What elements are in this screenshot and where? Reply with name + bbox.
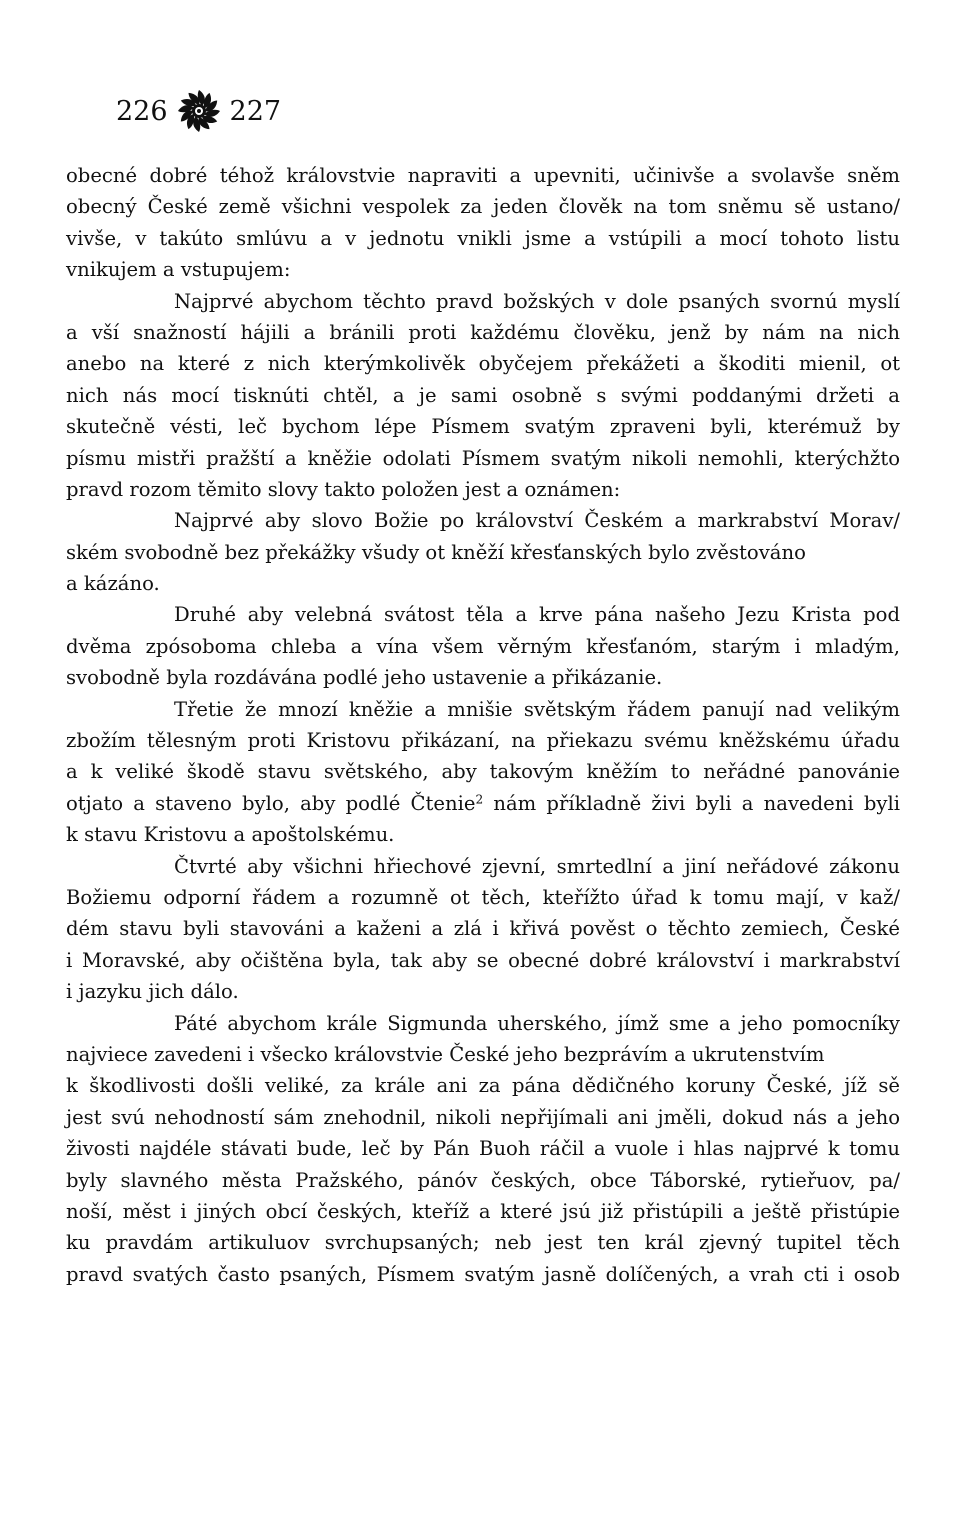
- text-line-content: ském svobodně bez překážky všudy ot kněží křesťanských bylo zvěstováno: [66, 540, 806, 564]
- text-line: [66, 1039, 900, 1070]
- text-line-content: pravd rozom těmito slovy takto položen jest a oznámen:: [66, 477, 621, 501]
- text-line-content: i Moravské, aby očištěna byla, tak aby se obecné dobré království i markrabství: [66, 948, 900, 972]
- text-line-content: dém stavu byli stavováni a kaženi a zlá i křivá pověst o těchto zemiech, České: [66, 917, 900, 941]
- text-line: [66, 1165, 900, 1196]
- text-line-content: Čtvrté aby všichni hřiechové zjevní, smrtedlní a jiní neřádové zákonu: [174, 854, 900, 878]
- text-line: [66, 631, 900, 662]
- text-line-content: otjato a staveno bylo, aby podlé Čtenie: [66, 791, 476, 815]
- text-line-content: skutečně vésti, leč bychom lépe Písmem svatým zpraveni byli, kterémuž by: [66, 415, 900, 439]
- text-line-content: svobodně byla rozdávána podlé jeho ustavenie a přikázanie.: [66, 666, 663, 690]
- text-line-content-rest: nám příkladně živi byli a navedeni byli: [483, 791, 900, 815]
- text-line: [66, 443, 900, 474]
- text-line-content: písmu mistři pražští a kněžie odolati Písmem svatým nikoli nemohli, kterýchžto: [66, 446, 900, 470]
- text-line: [66, 348, 900, 379]
- swirl-rosette-icon: [176, 88, 222, 134]
- text-line-content: a vší snažností hájili a bránili proti každému člověku, jenž by nám na nich: [66, 320, 900, 344]
- text-line-content: noší, měst i jiných obcí českých, kteříž a které jsú již přistúpili a ještě přistúpie: [66, 1199, 900, 1223]
- text-line: [66, 819, 900, 850]
- text-line: [66, 286, 900, 317]
- text-line-content: a kázáno.: [66, 572, 160, 596]
- text-line: [66, 411, 900, 442]
- text-line-content: vivše, v takúto smlúvu a v jednotu vnikli jsme a vstúpili a mocí tohoto listu: [66, 226, 900, 250]
- text-line: [66, 1133, 900, 1164]
- text-line: [66, 756, 900, 787]
- text-line-content: Najprvé abychom těchto pravd božských v dole psaných svornú myslí: [174, 289, 900, 313]
- text-line-content: Páté abychom krále Sigmunda uherského, jímž sme a jeho pomocníky: [174, 1011, 900, 1035]
- text-line-content: pravd svatých často psaných, Písmem svatým jasně dolíčených, a vrah cti i osob: [66, 1262, 900, 1286]
- text-line-content: a k veliké škodě stavu světského, aby takovým kněžím to neřádné panovánie: [66, 760, 900, 784]
- text-line: [66, 882, 900, 913]
- text-line-content: anebo na které z nich kterýmkolivěk obyčejem překážeti a škoditi mienil, ot: [66, 352, 900, 376]
- text-line-content: ku pravdám artikuluov svrchupsaných; neb jest ten král zjevný tupitel těch: [66, 1231, 900, 1255]
- text-line: [66, 505, 900, 536]
- text-line: [66, 474, 900, 505]
- text-line-content: jest svú nehodností sám znehodnil, nikoli nepřijímali ani jměli, dokud nás a jeho: [66, 1105, 900, 1129]
- text-line: [66, 725, 900, 756]
- text-line-content: Druhé aby velebná svátost těla a krve pána našeho Jezu Krista pod: [174, 603, 900, 627]
- page-header: [116, 84, 281, 138]
- text-line-content: Najprvé aby slovo Božie po království Českém a markrabství Morav/: [174, 509, 900, 533]
- text-line: [66, 1102, 900, 1133]
- text-line: [66, 191, 900, 222]
- text-line: [66, 851, 900, 882]
- text-line-content: byly slavného města Pražského, pánóv českých, obce Táborské, rytieřuov, pa/: [66, 1168, 900, 1192]
- text-line: [66, 254, 900, 285]
- page-number-right: 227: [229, 95, 282, 127]
- text-line: [66, 599, 900, 630]
- text-line: [66, 1259, 900, 1290]
- text-line: [66, 537, 900, 568]
- text-line-content: obecné dobré téhož královstvie napraviti a upevniti, učinivše a svolavše sněm: [66, 164, 900, 187]
- text-line: [66, 694, 900, 725]
- text-line-content: i jazyku jich dálo.: [66, 980, 239, 1004]
- text-line: [66, 945, 900, 976]
- text-line: [66, 788, 900, 819]
- text-line: [66, 913, 900, 944]
- text-line: [66, 1008, 900, 1039]
- text-line-content: Božiemu odporní řádem a rozumně ot těch, kteřížto úřad k tomu mají, v kaž/: [66, 885, 900, 909]
- text-line-content: nich nás mocí tisknúti chtěl, a je sami osobně s svými poddanými držeti a: [66, 383, 900, 407]
- text-line: [66, 160, 900, 191]
- text-line: [66, 568, 900, 599]
- text-line-content: zbožím tělesným proti Kristovu přikázaní, na přiekazu svému kněžskému úřadu: [66, 729, 900, 753]
- text-line-content: najviece zavedeni i všecko královstvie České jeho bezprávím a ukrutenstvím: [66, 1042, 825, 1066]
- text-line-content: k škodlivosti došli veliké, za krále ani za pána dědičného koruny České, jíž sě: [66, 1074, 900, 1098]
- text-line-content: obecný České země všichni vespolek za jeden člověk na tom sněmu sě ustano/: [66, 195, 900, 219]
- text-line: [66, 976, 900, 1007]
- text-line: [66, 1070, 900, 1101]
- text-line-content: dvěma zpósoboma chleba a vína všem věrným křesťanóm, starým i mladým,: [66, 634, 900, 658]
- text-line: [66, 662, 900, 693]
- text-line: [66, 317, 900, 348]
- footnote-marker: 2: [475, 792, 484, 807]
- text-line: [66, 223, 900, 254]
- page-number-left: 226: [116, 95, 168, 127]
- body-text: [66, 160, 900, 1290]
- text-line-content: vnikujem a vstupujem:: [66, 258, 291, 282]
- text-line: [66, 380, 900, 411]
- text-line: [66, 1227, 900, 1258]
- text-line-content: k stavu Kristovu a apoštolskému.: [66, 823, 395, 847]
- text-line-content: živosti najdéle stávati bude, leč by Pán Buoh ráčil a vuole i hlas najprvé k tomu: [66, 1137, 900, 1161]
- text-line-content: Třetie že mnozí kněžie a mnišie světským řádem panují nad velikým: [174, 697, 900, 721]
- text-line: [66, 1196, 900, 1227]
